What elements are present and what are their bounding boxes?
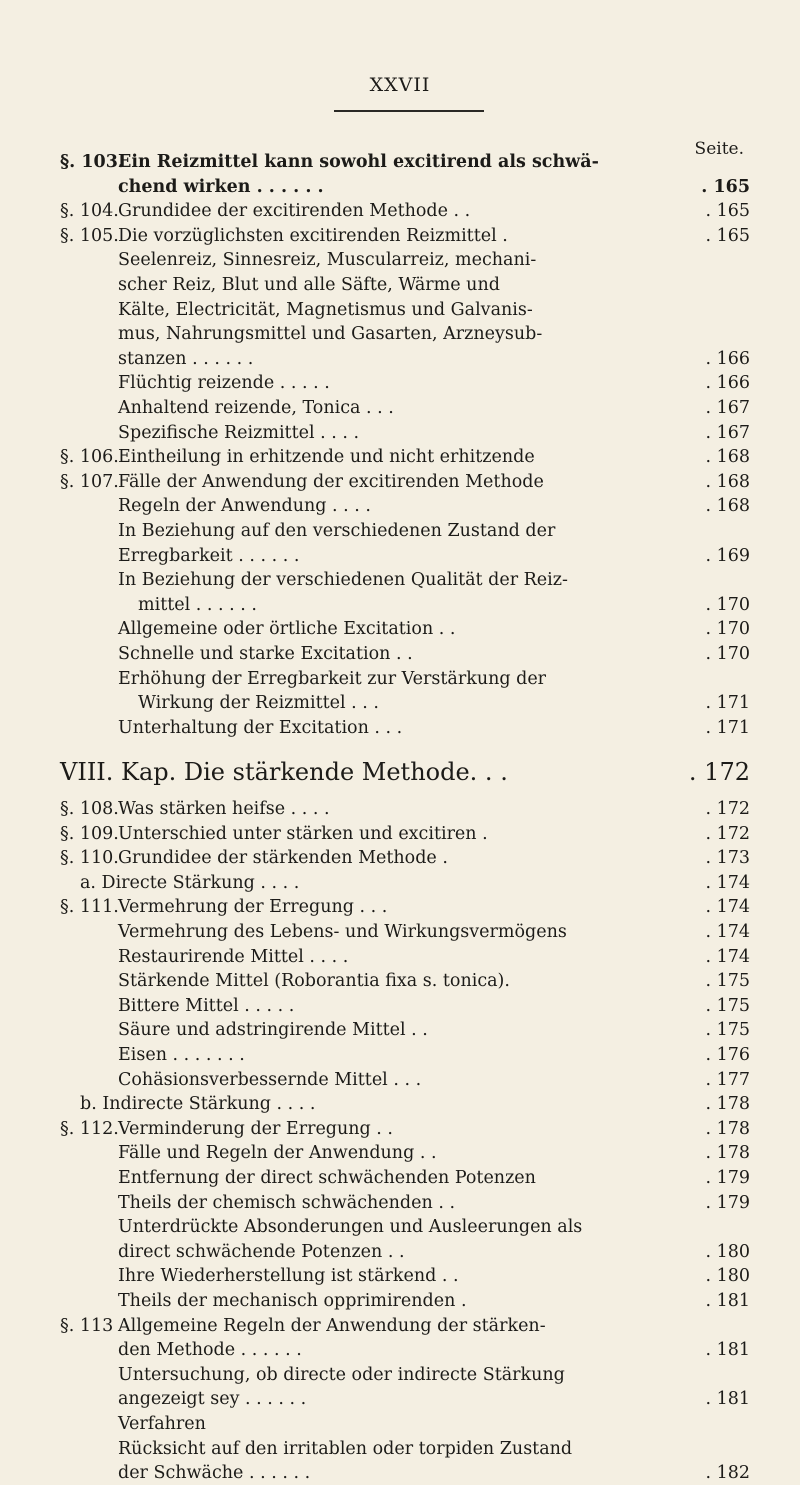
toc-entry bbox=[60, 1363, 750, 1387]
toc-entry bbox=[60, 1338, 750, 1362]
entry-title: Allgemeine oder örtliche Excitation . . bbox=[118, 619, 456, 640]
entry-title: Bittere Mittel . . . . . bbox=[118, 995, 295, 1016]
toc-entry bbox=[60, 1166, 750, 1190]
toc-entry bbox=[60, 470, 750, 494]
page-ref: . 171 bbox=[705, 693, 750, 714]
section-number: §. 106. bbox=[60, 447, 119, 468]
toc-entry bbox=[60, 175, 750, 199]
entry-title: Allgemeine Regeln der Anwendung der stärken- bbox=[118, 1315, 546, 1336]
toc-entry bbox=[60, 1043, 750, 1067]
section-number: §. 111. bbox=[60, 897, 119, 918]
entry-title: den Methode . . . . . . bbox=[118, 1340, 302, 1361]
page-ref: . 166 bbox=[705, 373, 750, 394]
page-ref: . 181 bbox=[705, 1389, 750, 1410]
entry-title: Erhöhung der Erregbarkeit zur Verstärkung der bbox=[118, 668, 547, 689]
page-ref: . 178 bbox=[705, 1094, 750, 1115]
page-ref: . 171 bbox=[705, 717, 750, 738]
entry-title: Vermehrung der Erregung . . . bbox=[118, 897, 388, 918]
toc-entry bbox=[60, 593, 750, 617]
toc-entry bbox=[60, 1068, 750, 1092]
entry-title: Regeln der Anwendung . . . . bbox=[118, 496, 371, 517]
toc-entry bbox=[60, 716, 750, 740]
page-ref: . 180 bbox=[705, 1266, 750, 1287]
page-ref: . 174 bbox=[705, 922, 750, 942]
entry-title: mus, Nahrungsmittel und Gasarten, Arzneysub- bbox=[118, 324, 543, 345]
toc-entry bbox=[60, 347, 750, 371]
page-ref: . 175 bbox=[705, 971, 750, 992]
entry-title: Rücksicht auf den irritablen oder torpiden Zustand bbox=[118, 1438, 573, 1459]
toc-entry bbox=[60, 1387, 750, 1411]
entry-title: Anhaltend reizende, Tonica . . . bbox=[118, 398, 394, 418]
entry-title: Fälle und Regeln der Anwendung . . bbox=[118, 1143, 437, 1164]
entry-title: In Beziehung auf den verschiedenen Zustand der bbox=[118, 521, 556, 541]
chapter-title: VIII. Kap. Die stärkende Methode. . . bbox=[60, 758, 508, 786]
entry-title: Ein Reizmittel kann sowohl excitirend als schwä- bbox=[118, 152, 599, 172]
entry-title: Fälle der Anwendung der excitirenden Methode bbox=[118, 471, 544, 492]
section-number: §. 105. bbox=[60, 225, 119, 246]
toc-entry bbox=[60, 224, 750, 248]
page-ref: . 174 bbox=[705, 872, 750, 893]
page-ref: . 167 bbox=[705, 398, 750, 418]
page-ref: . 168 bbox=[705, 496, 750, 517]
page-ref: . 168 bbox=[705, 447, 750, 468]
entry-title: Die vorzüglichsten excitirenden Reizmittel . bbox=[118, 225, 508, 246]
entry-title: Schnelle und starke Excitation . . bbox=[118, 644, 413, 664]
entry-title: Untersuchung, ob directe oder indirecte Stärkung bbox=[118, 1364, 565, 1385]
toc-entry bbox=[60, 1240, 750, 1264]
chapter-page-ref: . 172 bbox=[688, 758, 750, 786]
toc-entry bbox=[60, 642, 750, 666]
toc-entry bbox=[60, 273, 750, 297]
entry-title: angezeigt sey . . . . . . bbox=[118, 1389, 307, 1410]
section-number: §. 110. bbox=[60, 848, 119, 869]
toc-entry bbox=[60, 1289, 750, 1313]
entry-title: Entfernung der direct schwächenden Potenzen bbox=[118, 1168, 536, 1188]
entry-title: Erregbarkeit . . . . . . bbox=[118, 545, 300, 566]
toc-entry bbox=[60, 895, 750, 919]
page-column-label: Seite. bbox=[694, 139, 744, 159]
toc-entry bbox=[60, 822, 750, 846]
entry-title: Vermehrung des Lebens- und Wirkungsvermögens bbox=[118, 922, 567, 942]
toc-entry bbox=[60, 544, 750, 568]
page-ref: . 172 bbox=[705, 799, 750, 819]
toc-entry bbox=[60, 1092, 750, 1116]
entry-title: Restaurirende Mittel . . . . bbox=[118, 946, 349, 967]
toc-entry bbox=[60, 691, 750, 715]
entry-title: stanzen . . . . . . bbox=[118, 348, 254, 369]
toc-entry bbox=[60, 1191, 750, 1215]
toc-entry bbox=[60, 945, 750, 969]
page-ref: . 168 bbox=[705, 471, 750, 492]
toc-entry bbox=[60, 1141, 750, 1165]
page-number: XXVII bbox=[369, 74, 431, 96]
page-ref: . 176 bbox=[705, 1045, 750, 1065]
entry-title: der Schwäche . . . . . . bbox=[118, 1463, 311, 1484]
entry-title: In Beziehung der verschiedenen Qualität der Reiz- bbox=[118, 570, 568, 591]
entry-title: a. Directe Stärkung . . . . bbox=[80, 872, 300, 893]
entry-title: direct schwächende Potenzen . . bbox=[118, 1241, 405, 1262]
entry-title: Ihre Wiederherstellung ist stärkend . . bbox=[118, 1266, 459, 1287]
section-number: §. 108. bbox=[60, 799, 119, 819]
page-ref: . 165 bbox=[705, 201, 750, 222]
page-ref: . 181 bbox=[705, 1340, 750, 1361]
entry-title: Kälte, Electricität, Magnetismus und Galvanis- bbox=[118, 299, 533, 320]
page-ref: . 172 bbox=[705, 823, 750, 844]
page-ref: . 181 bbox=[705, 1291, 750, 1311]
page-ref: . 167 bbox=[705, 422, 750, 443]
toc-entry bbox=[60, 248, 750, 272]
entry-title: mittel . . . . . . bbox=[138, 594, 257, 615]
page-ref: . 179 bbox=[705, 1168, 750, 1188]
toc-entry bbox=[60, 617, 750, 641]
page-ref: . 170 bbox=[705, 619, 750, 640]
page-ref: . 179 bbox=[705, 1192, 750, 1213]
entry-title: Stärkende Mittel (Roborantia fixa s. tonica). bbox=[118, 971, 510, 992]
page-ref: . 175 bbox=[705, 1020, 750, 1041]
toc-entry bbox=[60, 1314, 750, 1338]
toc-entry bbox=[60, 969, 750, 993]
entry-title: Grundidee der excitirenden Methode . . bbox=[118, 201, 471, 222]
entry-title: Theils der mechanisch opprimirenden . bbox=[118, 1291, 467, 1311]
entry-title: Cohäsionsverbessernde Mittel . . . bbox=[118, 1069, 422, 1090]
toc-entry bbox=[60, 519, 750, 543]
page-ref: . 178 bbox=[705, 1143, 750, 1164]
page-ref: . 170 bbox=[705, 594, 750, 615]
page-ref: . 173 bbox=[705, 848, 750, 869]
toc-entry bbox=[60, 1215, 750, 1239]
entry-title: Spezifische Reizmittel . . . . bbox=[118, 422, 360, 443]
page-ref: . 174 bbox=[705, 897, 750, 918]
entry-title: b. Indirecte Stärkung . . . . bbox=[80, 1094, 316, 1115]
toc-entry bbox=[60, 871, 750, 895]
toc-entry bbox=[60, 1018, 750, 1042]
toc-entry bbox=[60, 298, 750, 322]
section-number: §. 107. bbox=[60, 471, 119, 492]
entry-title: Wirkung der Reizmittel . . . bbox=[138, 693, 379, 714]
toc-entry bbox=[60, 150, 750, 174]
toc-entry bbox=[60, 846, 750, 870]
toc-entry bbox=[60, 667, 750, 691]
toc-entry bbox=[60, 494, 750, 518]
toc-entry bbox=[60, 371, 750, 395]
page-ref: . 182 bbox=[705, 1463, 750, 1484]
entry-title: Unterschied unter stärken und excitiren . bbox=[118, 823, 488, 844]
entry-title: scher Reiz, Blut und alle Säfte, Wärme und bbox=[118, 275, 500, 295]
entry-title: Unterdrückte Absonderungen und Ausleerungen als bbox=[118, 1217, 583, 1238]
page-ref: . 165 bbox=[705, 225, 750, 246]
section-number: §. 113 bbox=[60, 1315, 114, 1336]
entry-title: Grundidee der stärkenden Methode . bbox=[118, 848, 448, 869]
toc-entry bbox=[60, 199, 750, 223]
toc-entry bbox=[60, 421, 750, 445]
toc-entry bbox=[60, 797, 750, 821]
section-number: §. 112. bbox=[60, 1118, 119, 1139]
page-ref: . 175 bbox=[705, 995, 750, 1016]
chapter-heading bbox=[60, 756, 750, 788]
toc-entry bbox=[60, 1412, 750, 1436]
toc-entry bbox=[60, 445, 750, 469]
page-ref: . 177 bbox=[705, 1069, 750, 1090]
entry-title: Flüchtig reizende . . . . . bbox=[118, 373, 330, 394]
entry-title: Theils der chemisch schwächenden . . bbox=[118, 1192, 456, 1213]
page-ref: . 170 bbox=[705, 644, 750, 664]
entry-title: Eisen . . . . . . . bbox=[118, 1045, 245, 1065]
toc-entry bbox=[60, 1264, 750, 1288]
page-ref: . 178 bbox=[705, 1118, 750, 1139]
toc-entry bbox=[60, 568, 750, 592]
entry-title: Was stärken heifse . . . . bbox=[118, 799, 330, 819]
entry-title: chend wirken . . . . . . bbox=[118, 176, 324, 197]
entry-title: Unterhaltung der Excitation . . . bbox=[118, 717, 403, 738]
entry-title: Verminderung der Erregung . . bbox=[118, 1118, 393, 1139]
page-ref: . 169 bbox=[705, 545, 750, 566]
section-number: §. 109. bbox=[60, 823, 119, 844]
page-ref: . 166 bbox=[705, 348, 750, 369]
toc-entry bbox=[60, 1461, 750, 1485]
section-number: §. 103. bbox=[60, 152, 124, 172]
toc-entry bbox=[60, 1437, 750, 1461]
toc-entry bbox=[60, 322, 750, 346]
page-ref: . 174 bbox=[705, 946, 750, 967]
entry-title: Eintheilung in erhitzende und nicht erhitzende bbox=[118, 447, 535, 468]
page-ref: . 180 bbox=[705, 1241, 750, 1262]
toc-entry bbox=[60, 1117, 750, 1141]
toc-entry bbox=[60, 396, 750, 420]
toc-entry bbox=[60, 920, 750, 944]
entry-title: Verfahren bbox=[118, 1414, 206, 1434]
section-number: §. 104. bbox=[60, 201, 119, 222]
entry-title: Seelenreiz, Sinnesreiz, Muscularreiz, mechani- bbox=[118, 250, 537, 271]
entry-title: Säure und adstringirende Mittel . . bbox=[118, 1020, 428, 1041]
page-ref: . 165 bbox=[701, 176, 750, 197]
toc-entry bbox=[60, 994, 750, 1018]
